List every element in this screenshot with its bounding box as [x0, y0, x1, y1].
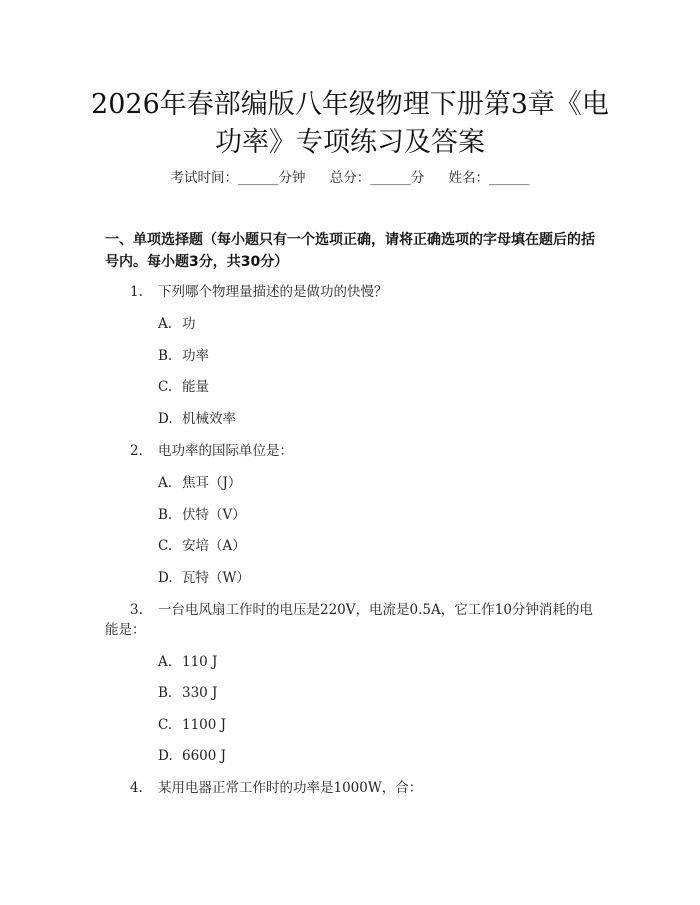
- option-2b: [158, 505, 246, 525]
- option-3a: [158, 652, 217, 672]
- option-2c: [158, 536, 246, 556]
- option-letter: A.: [158, 475, 173, 491]
- question-text: 下列哪个物理量描述的是做功的快慢？: [158, 284, 388, 300]
- question-text: 某用电器正常工作时的功率是1000W，合：: [158, 780, 423, 796]
- option-text: 能量: [182, 379, 209, 395]
- option-text: 6600 J: [182, 748, 227, 764]
- option-letter: D.: [158, 748, 173, 764]
- total-score-field: 总分：______分: [329, 170, 425, 186]
- question-number: 3.: [130, 602, 143, 618]
- option-text: 110 J: [182, 654, 218, 670]
- option-letter: C.: [158, 538, 173, 554]
- question-text: 一台电风扇工作时的电压是220V，电流是0.5A，它工作10分钟消耗的电: [158, 602, 593, 618]
- question-text: 电功率的国际单位是：: [158, 443, 293, 459]
- option-2d: [158, 568, 250, 588]
- question-4: [130, 778, 600, 798]
- question-number: 2.: [130, 443, 143, 459]
- student-name-field: 姓名：______: [448, 170, 530, 186]
- option-3d: [158, 746, 226, 766]
- option-3b: [158, 683, 217, 703]
- option-letter: A.: [158, 316, 173, 332]
- option-1a: [158, 314, 196, 334]
- option-2a: [158, 473, 241, 493]
- question-1: [130, 282, 600, 302]
- option-text: 功率: [182, 348, 209, 364]
- option-letter: C.: [158, 379, 173, 395]
- option-letter: D.: [158, 570, 173, 586]
- page-title: 2026年春部编版八年级物理下册第3章《电功率》专项练习及答案: [91, 89, 609, 158]
- option-text: 330 J: [182, 685, 218, 701]
- exam-time-field: 考试时间：______分钟: [170, 170, 306, 186]
- option-1b: [158, 346, 209, 366]
- option-letter: A.: [158, 654, 173, 670]
- option-text: 功: [182, 316, 196, 332]
- question-2: [130, 441, 600, 461]
- option-letter: D.: [158, 411, 173, 427]
- question-3: [130, 600, 610, 620]
- question-number: 1.: [130, 284, 143, 300]
- option-letter: B.: [158, 348, 173, 364]
- option-text: 1100 J: [182, 717, 227, 733]
- option-letter: B.: [158, 507, 173, 523]
- option-letter: B.: [158, 685, 173, 701]
- option-text: 安培（A）: [182, 538, 246, 554]
- option-text: 瓦特（W）: [182, 570, 250, 586]
- option-3c: [158, 715, 226, 735]
- option-1d: [158, 409, 236, 429]
- question-3-continuation: [105, 620, 600, 640]
- option-text: 焦耳（J）: [182, 475, 242, 491]
- option-text: 机械效率: [182, 411, 236, 427]
- question-text-continued: 能是：: [105, 622, 146, 638]
- option-1c: [158, 377, 209, 397]
- section-title: 一、单项选择题（每小题只有一个选项正确，请将正确选项的字母填在题后的括号内。每小题3分，共30分）: [105, 232, 595, 270]
- exam-info-line: [0, 166, 700, 186]
- option-letter: C.: [158, 717, 173, 733]
- option-text: 伏特（V）: [182, 507, 246, 523]
- question-number: 4.: [130, 780, 143, 796]
